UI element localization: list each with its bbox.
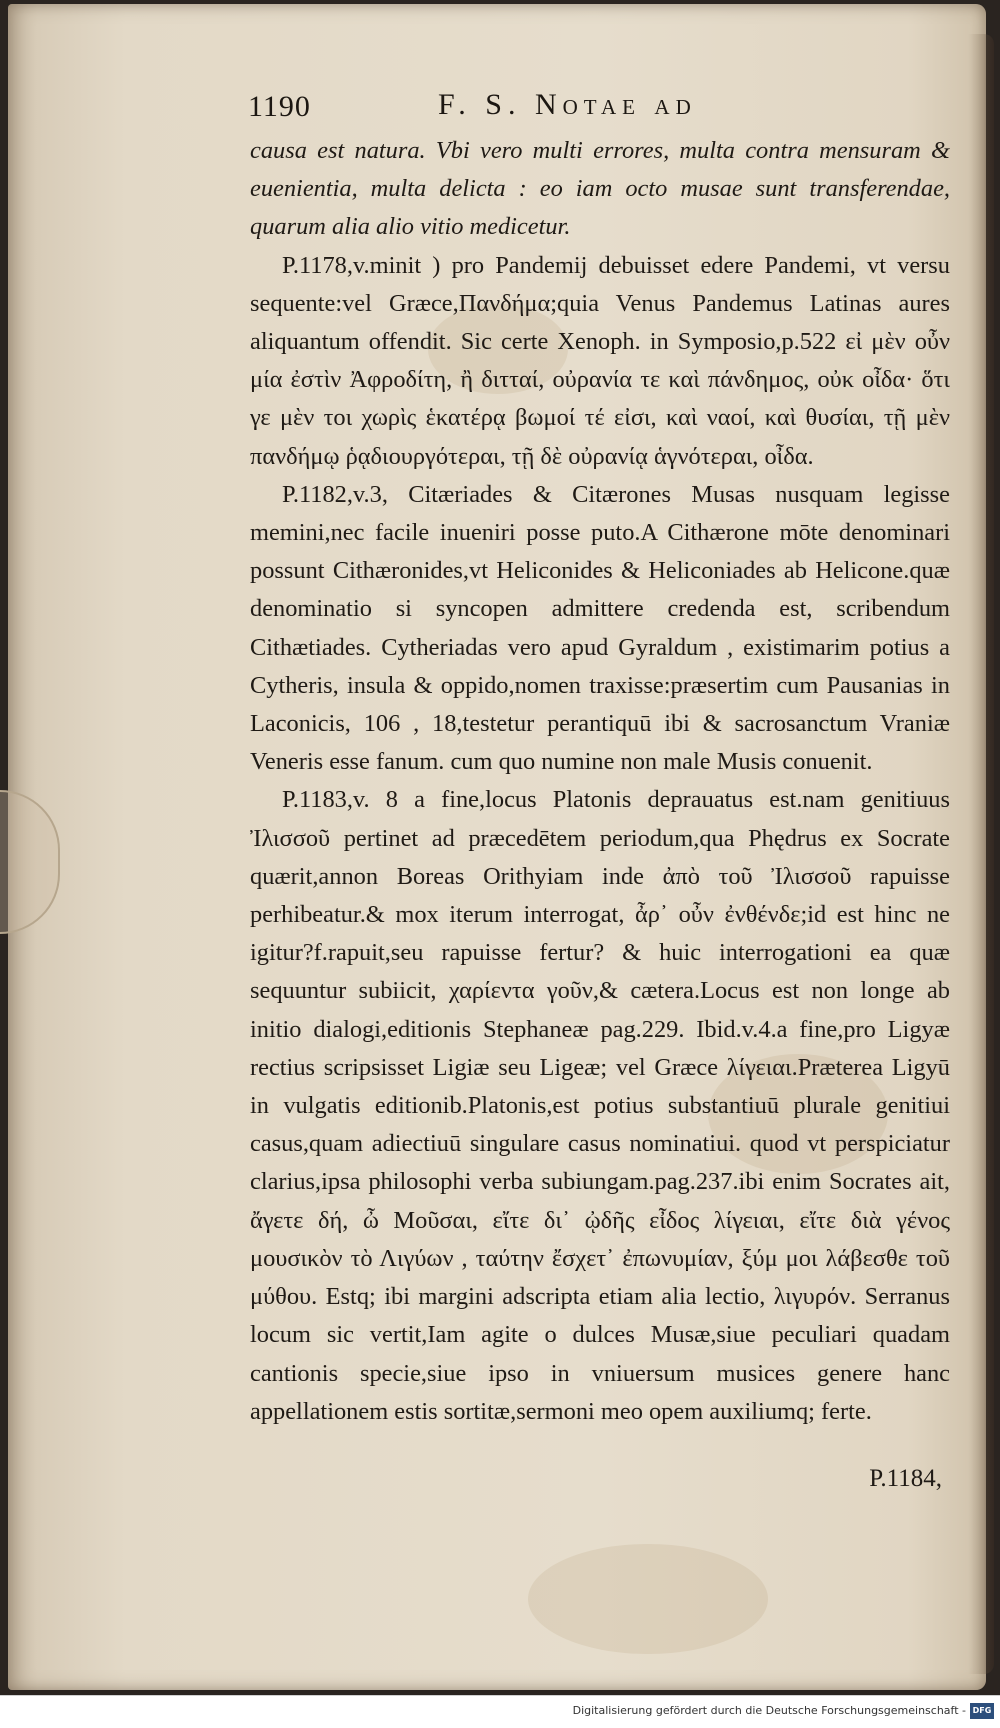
paragraph: causa est natura. Vbi vero multi errores, multa contra mensuram & euenientia, multa delicta : eo iam octo musae sunt transferendae, quarum alia alio vitio medicetur. — [250, 137, 950, 241]
funding-credit: Digitalisierung gefördert durch die Deutsche Forschungsgemeinschaft - — [572, 1704, 966, 1717]
paragraph: P.1183,v. 8 a fine,locus Platonis deprauatus est.nam genitiuus Ἰλισσοῦ pertinet ad præcedētem periodum,qua Phędrus ex Socrate quærit,annon Boreas Orithyiam inde ἀπὸ τοῦ Ἰλισσοῦ rapuisse perhibeatur.& mox iterum interrogat, ἆρ᾽ οὖν ἐνθένδε;id est hinc ne igitur?f.rapuit,seu rapuisse fertur? & huic interrogationi ea quæ sequuntur subiicit, χαρίεντα γοῦν,& cætera.Locus est non longe ab initio dialogi,editionis Stephaneæ pag.229. Ibid.v.4.a fine,pro Ligyæ rectius scripsisset Ligiæ seu Ligeæ; vel Græce λίγειαι.Præterea Ligyū in vulgatis editionib.Platonis,est potius substantiuū plurale genitiui casus,quam adiectiuū singulare casus nominatiui. quod vt perspiciatur clarius,ipsa philosophi verba subiungam.pag.237.ibi enim Socrates ait, ἄγετε δή, ὦ Μοῦσαι, εἴτε δι᾽ ᾠδῆς εἶδος λίγειαι, εἴτε διὰ γένος μουσικὸν τὸ Λιγύων , ταύτην ἔσχετ᾽ ἐπωνυμίαν, ξύμ μοι λάβεσθε τοῦ μύθου. Estq; ibi margini adscripta etiam alia lectio, λιγυρόν. Serranus locum sic vertit,Iam agite o dulces Musæ,siue peculiari quadam cantionis specie,siue ipso in vniuersum musices genere hanc appellationem estis sortitæ,sermoni meo opem auxiliumq; ferte. — [250, 786, 950, 1425]
main-text — [250, 132, 950, 1431]
dfg-logo-icon: DFG — [970, 1703, 994, 1719]
page-number: 1190 — [248, 90, 311, 123]
catchword: P.1184, — [869, 1465, 942, 1492]
page-edge-shadow — [968, 34, 994, 1674]
footer-bar — [0, 1695, 1000, 1728]
paper-stain — [528, 1544, 768, 1654]
paragraph: P.1182,v.3, Citæriades & Citærones Musas nusquam legisse memini,nec facile inueniri posse puto.A Cithærone mōte denominari possunt Cithæronides,vt Heliconides & Heliconiades ab Helicone.quæ denominatio si syncopen admittere credenda est, scribendum Cithætiades. Cytheriadas vero apud Gyraldum , existimarim potius a Cytheris, insula & oppido,nomen traxisse:præsertim cum Pausanias in Laconicis, 106 , 18,testetur perantiquū ibi & sacrosanctum Vraniæ Veneris esse fanum. cum quo numine non male Musis conuenit. — [250, 480, 950, 776]
running-head: F. S. Notae ad — [438, 88, 697, 121]
page-header — [248, 86, 948, 132]
paragraph: P.1178,v.minit ) pro Pandemij debuisset edere Pandemi, vt versu sequente:vel Græce,Πανδήμα;quia Venus Pandemus Latinas aures aliquantum offendit. Sic certe Xenoph. in Symposio,p.522 εἰ μὲν οὖν μία ἐστὶν Ἀφροδίτη, ἢ διτταί, οὐρανία τε καὶ πάνδημος, οὐκ οἶδα· ὅτι γε μὲν τοι χωρὶς ἑκατέρᾳ βωμοί τέ εἰσι, καὶ ναοί, καὶ θυσίαι, τῇ μὲν πανδήμῳ ῥᾳδιουργότεραι, τῇ δὲ οὐρανίᾳ ἁγνότεραι, οἶδα. — [250, 251, 950, 470]
